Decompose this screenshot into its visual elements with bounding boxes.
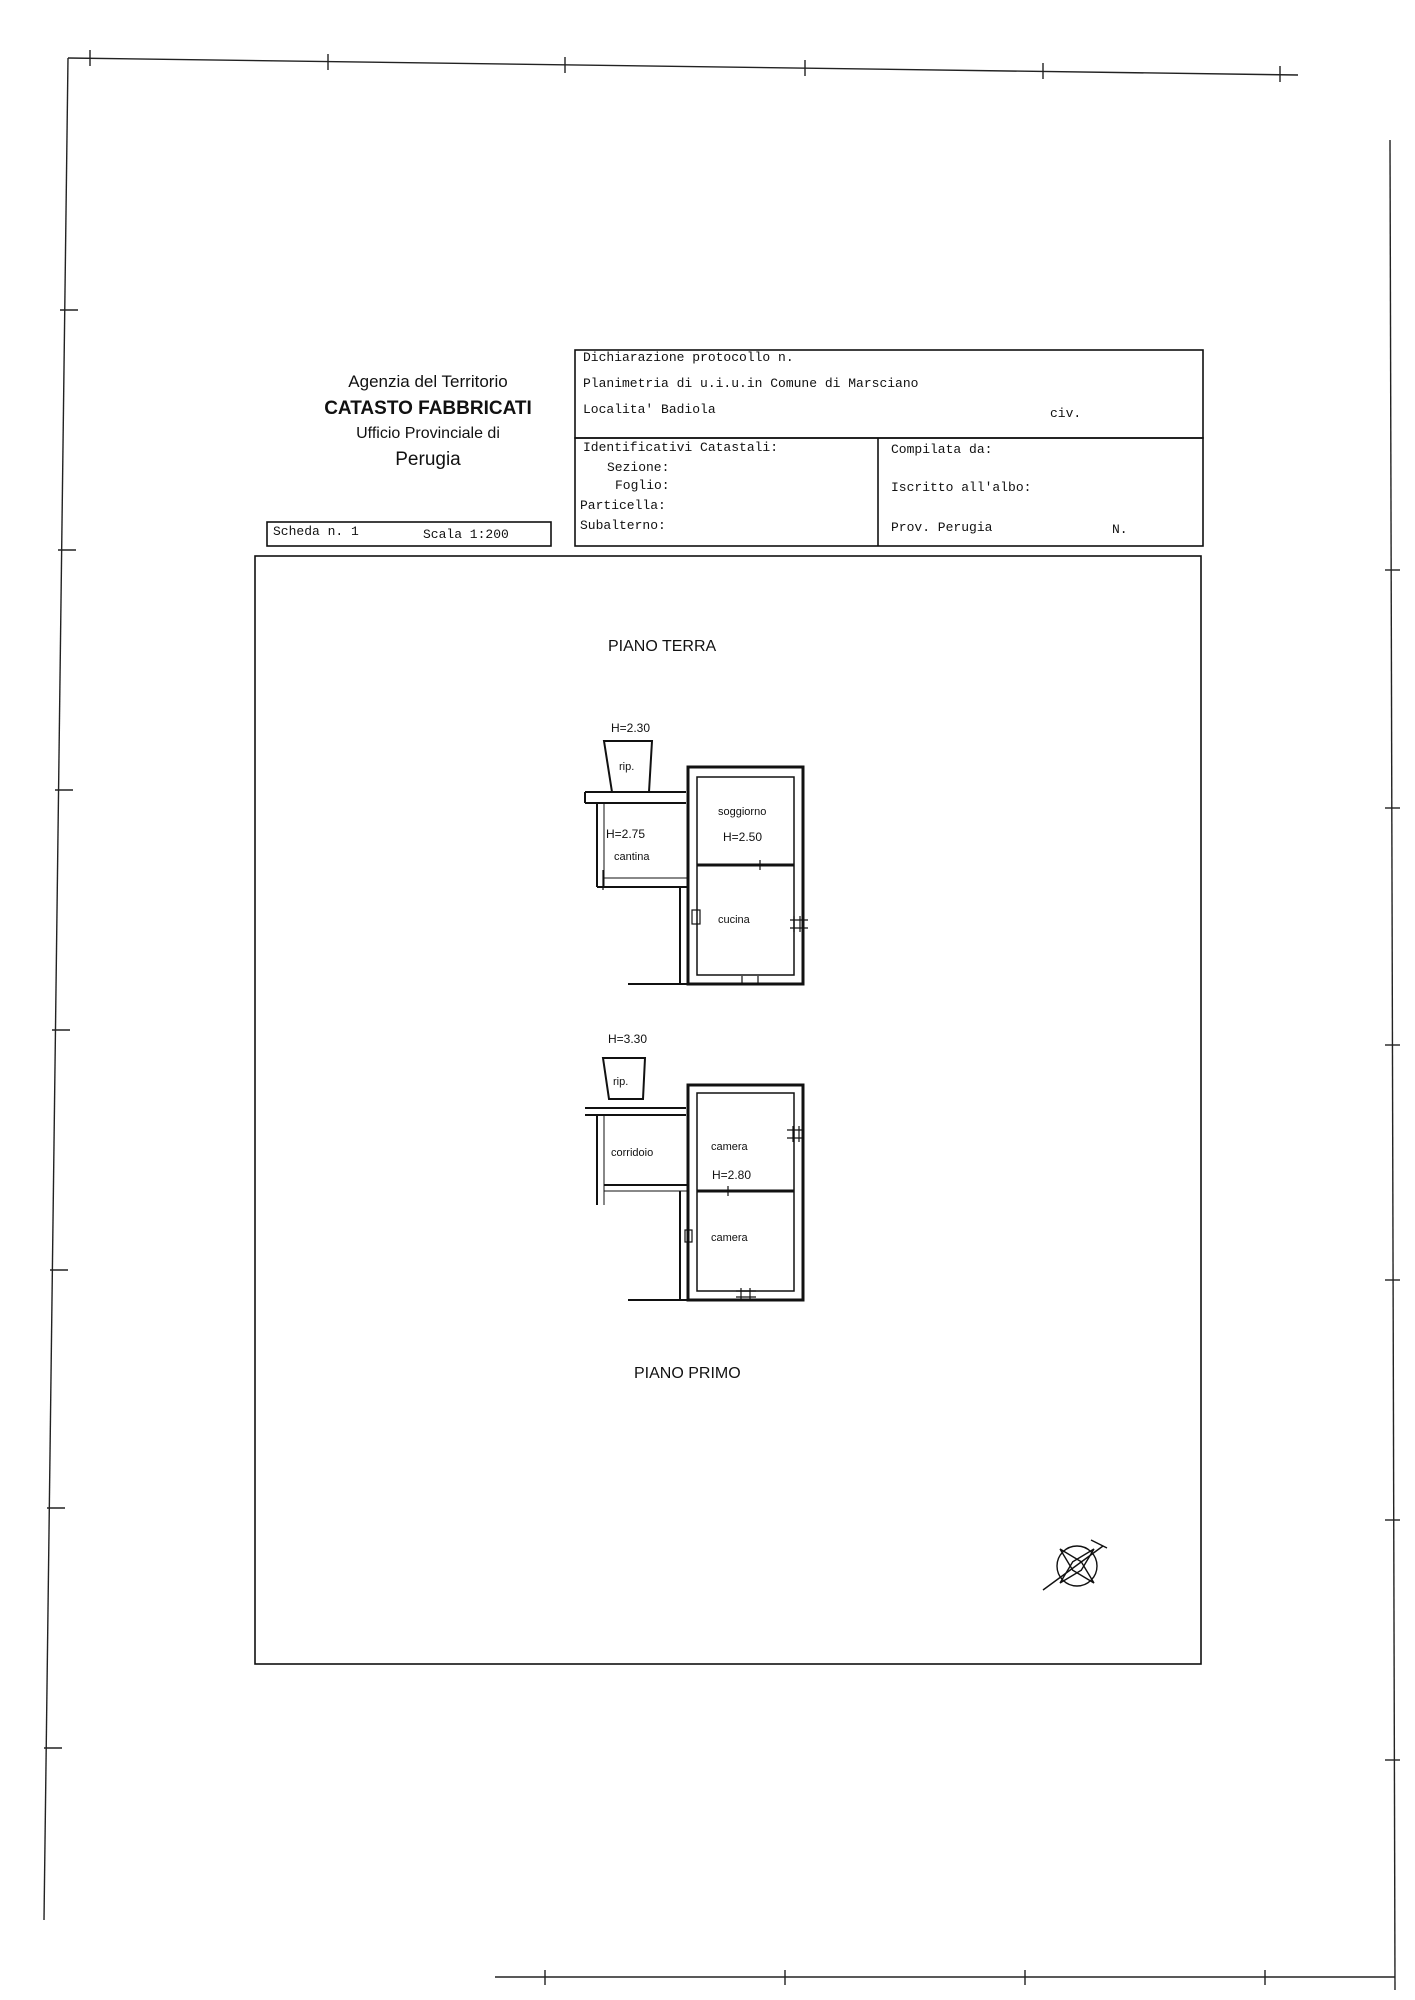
gf-soggiorno-height: H=2.50: [723, 830, 763, 844]
compilata-label: Compilata da:: [891, 442, 993, 457]
civ-label: civ.: [1050, 406, 1082, 421]
ufficio-city: Perugia: [395, 449, 461, 470]
prov-label: Prov. Perugia: [891, 520, 993, 535]
sezione-label: Sezione:: [607, 460, 670, 475]
protocollo-label: Dichiarazione protocollo n.: [583, 350, 794, 365]
gf-cucina-label: cucina: [718, 914, 750, 926]
piano-terra-title: PIANO TERRA: [608, 638, 717, 655]
identificativi-label: Identificativi Catastali:: [583, 440, 779, 455]
ff-rip-height: H=3.30: [608, 1032, 648, 1046]
gf-rip-height: H=2.30: [611, 721, 651, 735]
n-label: N.: [1112, 522, 1128, 537]
particella-label: Particella:: [580, 498, 666, 513]
ff-camera-height: H=2.80: [712, 1168, 752, 1182]
gf-rip-label: rip.: [619, 761, 635, 773]
piano-primo-title: PIANO PRIMO: [634, 1365, 741, 1382]
agency-name: Agenzia del Territorio: [348, 372, 508, 391]
catasto-title: CATASTO FABBRICATI: [324, 398, 532, 419]
iscritto-label: Iscritto all'albo:: [891, 480, 1032, 495]
ff-camera-bottom-label: camera: [711, 1232, 748, 1244]
localita-label: Localita' Badiola: [583, 402, 716, 417]
first-floor-plan: [585, 1058, 804, 1300]
ff-corridoio-label: corridoio: [611, 1147, 654, 1159]
subalterno-label: Subalterno:: [580, 518, 666, 533]
gf-soggiorno-label: soggiorno: [718, 806, 767, 818]
scheda-label: Scheda n. 1: [273, 524, 359, 539]
gf-cantina-height: H=2.75: [606, 827, 646, 841]
foglio-label: Foglio:: [615, 478, 670, 493]
ufficio-label: Ufficio Provinciale di: [356, 425, 500, 442]
ff-rip-label: rip.: [613, 1076, 629, 1088]
planimetria-label: Planimetria di u.i.u.in Comune di Marsciano: [583, 376, 919, 391]
gf-cantina-label: cantina: [614, 851, 650, 863]
scala-label: Scala 1:200: [423, 527, 509, 542]
north-arrow-icon: [1043, 1540, 1107, 1590]
ff-camera-top-label: camera: [711, 1141, 748, 1153]
